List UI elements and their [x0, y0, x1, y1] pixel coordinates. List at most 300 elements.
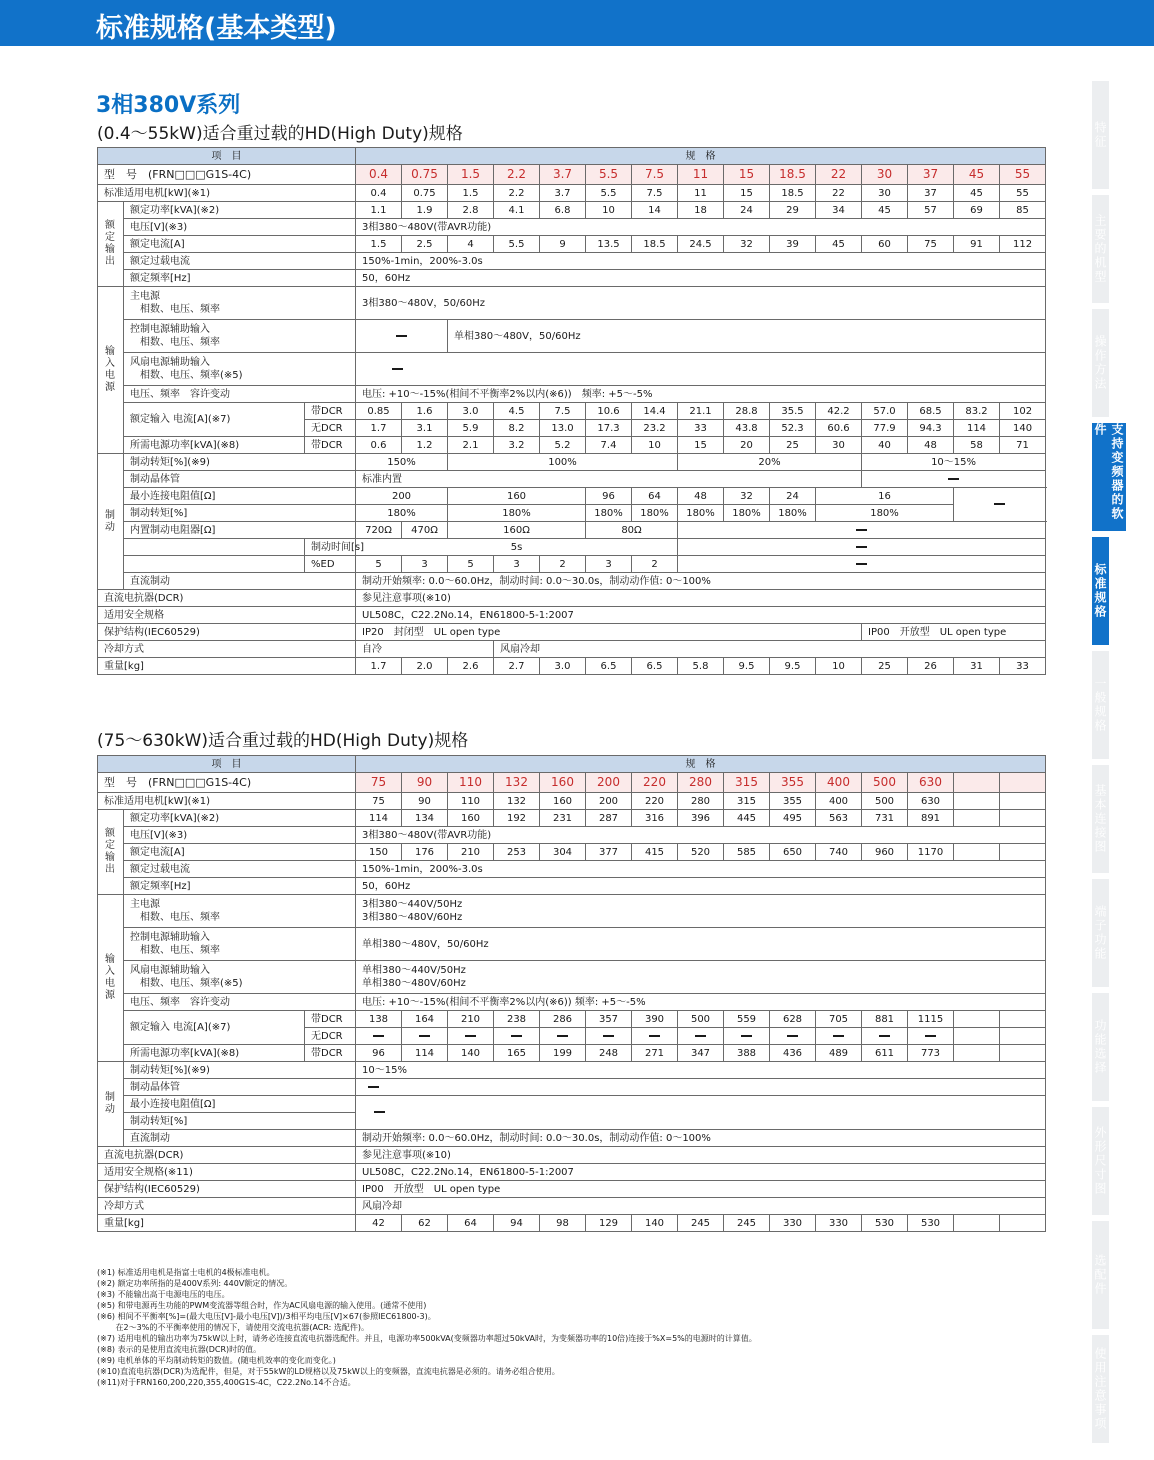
brake-torque2-cell: 180%	[448, 505, 586, 522]
safety-value: UL508C，C22.2No.14，EN61800-5-1:2007	[356, 607, 1046, 624]
dcr-value: 参见注意事项(※10)	[356, 1147, 1046, 1164]
cooling-label: 冷却方式	[98, 1198, 356, 1215]
side-tab[interactable]: 支持变频器的软件	[1092, 423, 1126, 531]
brake-torque2-cell: 180%	[586, 505, 632, 522]
motor-cell: 5.5	[586, 185, 632, 202]
min-res-label: 最小连接电阻值[Ω]	[124, 488, 356, 505]
weight-cell: 129	[586, 1215, 632, 1232]
side-navigation	[1092, 81, 1154, 1449]
capacity-label: 额定功率[kVA](※2)	[124, 202, 356, 219]
dcr-without-label: 无DCR	[305, 1028, 356, 1045]
weight-label: 重量[kg]	[98, 1215, 356, 1232]
current-cell: 112	[1000, 236, 1046, 253]
weight-cell: 33	[1000, 658, 1046, 675]
fan-power-label	[124, 961, 356, 994]
model-cell-empty	[954, 773, 1000, 793]
main-power-label-line1: 主电源	[130, 291, 160, 302]
side-tab[interactable]: 标准规格	[1092, 537, 1109, 645]
required-cell: 96	[356, 1045, 402, 1062]
spec-table-low-power	[97, 147, 1046, 675]
capacity-cell: 160	[448, 810, 494, 827]
empty-cell	[954, 1011, 1000, 1028]
brake-torque-label: 制动转矩[%](※9)	[124, 454, 356, 471]
model-cell-empty	[1000, 773, 1046, 793]
motor-cell: 630	[908, 793, 954, 810]
protect-value-1: IP20 封闭型 UL open type	[356, 624, 862, 641]
required-cell: 489	[816, 1045, 862, 1062]
required-cell: 388	[724, 1045, 770, 1062]
capacity-cell: 14	[632, 202, 678, 219]
model-cell: 15	[724, 165, 770, 185]
current-cell: 13.5	[586, 236, 632, 253]
weight-cell: 1.7	[356, 658, 402, 675]
side-tab[interactable]: 特征	[1092, 81, 1109, 189]
empty-cell	[1000, 1215, 1046, 1232]
fan-power-value	[356, 961, 1046, 994]
motor-cell: 110	[448, 793, 494, 810]
input-without-cell: 23.2	[632, 420, 678, 437]
required-cell: 140	[448, 1045, 494, 1062]
input-with-cell: 21.1	[678, 403, 724, 420]
input-without-dash	[586, 1028, 632, 1045]
current-cell: 9	[540, 236, 586, 253]
variation-label: 电压、频率 容许变动	[124, 386, 356, 403]
model-cell: 30	[862, 165, 908, 185]
model-cell: 400	[816, 773, 862, 793]
brake-group-label: 制动	[98, 1062, 124, 1147]
min-res-cell: 64	[632, 488, 678, 505]
current-cell: 176	[402, 844, 448, 861]
model-cell: 3.7	[540, 165, 586, 185]
main-power-line2: 3相380～480V/60Hz	[362, 912, 463, 923]
capacity-cell: 396	[678, 810, 724, 827]
model-cell: 90	[402, 773, 448, 793]
model-cell: 160	[540, 773, 586, 793]
input-without-dash	[632, 1028, 678, 1045]
model-cell: 0.4	[356, 165, 402, 185]
motor-label: 标准适用电机[kW](※1)	[98, 793, 356, 810]
main-power-line1: 3相380～440V/50Hz	[362, 899, 463, 910]
model-cell: 5.5	[586, 165, 632, 185]
required-cell: 40	[862, 437, 908, 454]
required-cell: 611	[862, 1045, 908, 1062]
capacity-cell: 231	[540, 810, 586, 827]
weight-cell: 3.0	[540, 658, 586, 675]
capacity-cell: 29	[770, 202, 816, 219]
motor-cell: 1.5	[448, 185, 494, 202]
builtin-cell: 720Ω	[356, 522, 402, 539]
model-label: 型 号 (FRN□□□G1S-4C)	[98, 165, 356, 185]
footnote-line: (※3) 不能输出高于电源电压的电压。	[97, 1290, 230, 1299]
ed-cell: 2	[632, 556, 678, 573]
footnote-line: (※8) 表示的是使用直流电抗器(DCR)时的值。	[97, 1345, 262, 1354]
brake-torque-cell: 10～15%	[862, 454, 1046, 471]
model-cell: 630	[908, 773, 954, 793]
main-power-label	[124, 287, 356, 320]
fan-power-label-line2: 相数、电压、频率(※5)	[140, 370, 243, 381]
side-tab[interactable]: 使用注意事项	[1092, 1335, 1109, 1443]
fan-power-label-line1: 风扇电源辅助输入	[130, 357, 210, 368]
required-cell: 25	[770, 437, 816, 454]
model-cell: 220	[632, 773, 678, 793]
model-cell: 315	[724, 773, 770, 793]
brake-torque2-cell: 180%	[678, 505, 724, 522]
motor-cell: 315	[724, 793, 770, 810]
ctrl-power-value: 单相380～480V，50/60Hz	[448, 320, 1046, 353]
motor-cell: 15	[724, 185, 770, 202]
input-with-cell: 1.6	[402, 403, 448, 420]
motor-cell: 0.75	[402, 185, 448, 202]
main-power-label-line2: 相数、电压、频率	[140, 304, 220, 315]
side-tab[interactable]: 基本连接图	[1092, 765, 1109, 873]
weight-cell: 9.5	[724, 658, 770, 675]
model-cell: 500	[862, 773, 908, 793]
capacity-cell: 6.8	[540, 202, 586, 219]
main-power-label	[124, 895, 356, 928]
current-cell: 150	[356, 844, 402, 861]
required-label: 所需电源功率[kVA](※8)	[124, 437, 305, 454]
weight-cell: 2.0	[402, 658, 448, 675]
motor-cell: 160	[540, 793, 586, 810]
input-with-cell: 210	[448, 1011, 494, 1028]
min-res-cell: 96	[586, 488, 632, 505]
dcr-label: 直流电抗器(DCR)	[98, 590, 356, 607]
input-without-cell: 60.6	[816, 420, 862, 437]
capacity-cell: 192	[494, 810, 540, 827]
brake-torque-cell: 150%	[356, 454, 448, 471]
weight-cell: 330	[770, 1215, 816, 1232]
motor-cell: 220	[632, 793, 678, 810]
empty-cell	[1000, 1028, 1046, 1045]
capacity-cell: 1.9	[402, 202, 448, 219]
current-cell: 2.5	[402, 236, 448, 253]
input-with-cell: 559	[724, 1011, 770, 1028]
motor-cell: 355	[770, 793, 816, 810]
motor-cell: 3.7	[540, 185, 586, 202]
weight-cell: 530	[908, 1215, 954, 1232]
weight-cell: 26	[908, 658, 954, 675]
current-cell: 45	[816, 236, 862, 253]
capacity-cell: 114	[356, 810, 402, 827]
capacity-cell: 2.8	[448, 202, 494, 219]
footnote-line: 在2～3%的不平衡率使用的情况下，请使用交流电抗器(ACR: 选配件)。	[97, 1323, 370, 1332]
brake-time-label: 制动时间[s]	[305, 539, 356, 556]
model-cell: 1.5	[448, 165, 494, 185]
brake-time-spacer	[124, 539, 305, 556]
weight-cell: 2.7	[494, 658, 540, 675]
ed-cell: 3	[402, 556, 448, 573]
builtin-cell: 80Ω	[586, 522, 678, 539]
input-with-cell: 628	[770, 1011, 816, 1028]
empty-cell	[954, 1028, 1000, 1045]
required-cell: 15	[678, 437, 724, 454]
side-tab[interactable]: 一般规格	[1092, 651, 1109, 759]
head-item: 项 目	[98, 756, 356, 773]
motor-cell: 280	[678, 793, 724, 810]
weight-cell: 6.5	[586, 658, 632, 675]
voltage-value: 3相380～480V(带AVR功能)	[356, 827, 1046, 844]
weight-cell: 5.8	[678, 658, 724, 675]
ctrl-power-label	[124, 928, 356, 961]
current-cell: 740	[816, 844, 862, 861]
current-cell: 1.5	[356, 236, 402, 253]
side-tab[interactable]: 操作方法	[1092, 309, 1109, 417]
required-cell: 271	[632, 1045, 678, 1062]
weight-cell: 9.5	[770, 658, 816, 675]
transistor-value: 标准内置	[356, 471, 862, 488]
input-with-cell: 238	[494, 1011, 540, 1028]
motor-cell: 7.5	[632, 185, 678, 202]
footnote-line: (※10)直流电抗器(DCR)为选配件，但是，对于55kW的LD规格以及75kW以上的变频器，直流电抗器是必须的。请务必组合使用。	[97, 1367, 560, 1376]
weight-cell: 245	[724, 1215, 770, 1232]
current-cell: 4	[448, 236, 494, 253]
page-header	[0, 0, 1154, 46]
variation-value: 电压: +10～-15%(相间不平衡率2%以内(※6)) 频率: +5～-5%	[356, 994, 1046, 1011]
input-with-cell: 164	[402, 1011, 448, 1028]
series-title: 3相380V系列	[96, 93, 241, 118]
model-label: 型 号 (FRN□□□G1S-4C)	[98, 773, 356, 793]
input-with-cell: 705	[816, 1011, 862, 1028]
input-without-cell: 17.3	[586, 420, 632, 437]
voltage-label: 电压[V](※3)	[124, 827, 356, 844]
motor-label: 标准适用电机[kW](※1)	[98, 185, 356, 202]
weight-cell: 245	[678, 1215, 724, 1232]
current-cell: 18.5	[632, 236, 678, 253]
protect-label: 保护结构(IEC60529)	[98, 1181, 356, 1198]
input-current-label: 额定输入 电流[A](※7)	[124, 403, 305, 437]
current-cell: 253	[494, 844, 540, 861]
fan-power-label	[124, 353, 356, 386]
model-cell: 0.75	[402, 165, 448, 185]
dcr-without-label: 无DCR	[305, 420, 356, 437]
motor-cell: 55	[1000, 185, 1046, 202]
side-tab[interactable]: 功能选择	[1092, 993, 1109, 1101]
current-cell: 585	[724, 844, 770, 861]
required-cell: 5.2	[540, 437, 586, 454]
brake-torque2-cell: 180%	[632, 505, 678, 522]
spec-table-high-power	[97, 755, 1046, 1232]
capacity-cell: 18	[678, 202, 724, 219]
ed-cell: 2	[540, 556, 586, 573]
input-with-cell: 42.2	[816, 403, 862, 420]
required-cell: 436	[770, 1045, 816, 1062]
cooling-value: 风扇冷却	[356, 1198, 1046, 1215]
footnote-line: (※6) 相间不平衡率[%]=(最大电压[V]-最小电压[V])/3相平均电压[V]×67(参照IEC61800-3)。	[97, 1312, 436, 1321]
model-cell: 200	[586, 773, 632, 793]
brake-time-dash	[678, 539, 1046, 556]
model-cell: 75	[356, 773, 402, 793]
input-with-cell: 500	[678, 1011, 724, 1028]
side-tab[interactable]: 端子功能	[1092, 879, 1109, 987]
input-without-dash	[356, 1028, 402, 1045]
current-cell: 39	[770, 236, 816, 253]
transistor-value	[356, 1079, 1046, 1096]
current-cell: 520	[678, 844, 724, 861]
page-title: 标准规格(基本类型)	[96, 13, 337, 44]
builtin-dash	[678, 522, 1046, 539]
min-res-cell: 48	[678, 488, 724, 505]
model-cell: 22	[816, 165, 862, 185]
capacity-cell: 45	[862, 202, 908, 219]
transistor-label: 制动晶体管	[124, 1079, 356, 1096]
empty-cell	[954, 810, 1000, 827]
current-cell: 1170	[908, 844, 954, 861]
model-cell: 280	[678, 773, 724, 793]
overload-value: 150%-1min，200%-3.0s	[356, 253, 1046, 270]
main-power-value	[356, 895, 1046, 928]
weight-cell: 98	[540, 1215, 586, 1232]
model-cell: 45	[954, 165, 1000, 185]
ed-cell: 5	[356, 556, 402, 573]
input-with-cell: 14.4	[632, 403, 678, 420]
capacity-cell: 69	[954, 202, 1000, 219]
cooling-value-1: 自冷	[356, 641, 494, 658]
side-tab[interactable]: 主要的机型	[1092, 195, 1109, 303]
current-cell: 24.5	[678, 236, 724, 253]
required-cell: 773	[908, 1045, 954, 1062]
head-spec: 规 格	[356, 148, 1046, 165]
current-cell: 304	[540, 844, 586, 861]
builtin-cell: 470Ω	[402, 522, 448, 539]
current-cell: 60	[862, 236, 908, 253]
safety-value: UL508C，C22.2No.14，EN61800-5-1:2007	[356, 1164, 1046, 1181]
current-cell: 377	[586, 844, 632, 861]
model-cell: 355	[770, 773, 816, 793]
input-group-label: 输入电源	[98, 287, 124, 454]
weight-cell: 42	[356, 1215, 402, 1232]
input-without-cell: 52.3	[770, 420, 816, 437]
input-without-dash	[402, 1028, 448, 1045]
side-tab[interactable]: 外形尺寸图	[1092, 1107, 1109, 1215]
capacity-cell: 287	[586, 810, 632, 827]
model-row	[98, 773, 1046, 793]
empty-cell	[954, 844, 1000, 861]
ed-spacer	[124, 556, 305, 573]
motor-cell: 30	[862, 185, 908, 202]
input-without-dash	[908, 1028, 954, 1045]
capacity-cell: 57	[908, 202, 954, 219]
weight-label: 重量[kg]	[98, 658, 356, 675]
required-dcr-label: 带DCR	[305, 437, 356, 454]
transistor-dash	[862, 471, 1046, 488]
side-tab[interactable]: 选配件	[1092, 1221, 1109, 1329]
required-cell: 1.2	[402, 437, 448, 454]
weight-cell: 62	[402, 1215, 448, 1232]
model-cell: 110	[448, 773, 494, 793]
ctrl-power-dash	[356, 320, 448, 353]
brake-torque2-cell: 180%	[770, 505, 816, 522]
min-res-dash	[356, 1096, 1046, 1130]
brake-torque-cell: 100%	[448, 454, 678, 471]
min-res-label: 最小连接电阻值[Ω]	[124, 1096, 356, 1113]
brake-torque-label: 制动转矩[%](※9)	[124, 1062, 356, 1079]
dc-brake-label: 直流制动	[124, 573, 356, 590]
motor-cell: 500	[862, 793, 908, 810]
weight-cell: 140	[632, 1215, 678, 1232]
builtin-cell: 160Ω	[448, 522, 586, 539]
main-power-value: 3相380～480V，50/60Hz	[356, 287, 1046, 320]
required-cell: 347	[678, 1045, 724, 1062]
input-with-cell: 286	[540, 1011, 586, 1028]
head-spec: 规 格	[356, 756, 1046, 773]
model-cell: 55	[1000, 165, 1046, 185]
brake-torque2-cell: 180%	[356, 505, 448, 522]
input-with-cell: 1115	[908, 1011, 954, 1028]
motor-cell: 200	[586, 793, 632, 810]
min-res-cell: 24	[770, 488, 816, 505]
capacity-cell: 445	[724, 810, 770, 827]
protect-value-2: IP00 开放型 UL open type	[862, 624, 1046, 641]
current-cell: 960	[862, 844, 908, 861]
capacity-cell: 891	[908, 810, 954, 827]
input-without-cell: 77.9	[862, 420, 908, 437]
ctrl-power-label-line1: 控制电源辅助输入	[130, 932, 210, 943]
freq-value: 50，60Hz	[356, 270, 1046, 287]
weight-cell: 94	[494, 1215, 540, 1232]
footnote-line: (※5) 和带电源再生功能的PWM变流器等组合时，作为AC风扇电源的输入使用。(通常不使用)	[97, 1301, 427, 1310]
input-with-cell: 102	[1000, 403, 1046, 420]
empty-cell	[954, 1215, 1000, 1232]
required-cell: 10	[632, 437, 678, 454]
section1-subtitle: (0.4～55kW)适合重过载的HD(High Duty)规格	[97, 124, 463, 144]
ctrl-power-label-line2: 相数、电压、频率	[140, 337, 220, 348]
current-cell: 5.5	[494, 236, 540, 253]
input-without-cell: 5.9	[448, 420, 494, 437]
motor-cell: 400	[816, 793, 862, 810]
required-cell: 248	[586, 1045, 632, 1062]
required-cell: 199	[540, 1045, 586, 1062]
footnote-line: (※9) 电机单体的平均制动转矩的数值。(随电机效率的变化而变化。)	[97, 1356, 336, 1365]
main-power-label-line1: 主电源	[130, 899, 160, 910]
variation-value: 电压: +10～-15%(相间不平衡率2%以内(※6)) 频率: +5～-5%	[356, 386, 1046, 403]
motor-cell: 75	[356, 793, 402, 810]
capacity-cell: 34	[816, 202, 862, 219]
dcr-with-label: 带DCR	[305, 1011, 356, 1028]
transistor-label: 制动晶体管	[124, 471, 356, 488]
ed-cell: 3	[494, 556, 540, 573]
weight-cell: 25	[862, 658, 908, 675]
min-res-cell: 160	[448, 488, 586, 505]
brake-torque2-cell: 180%	[816, 505, 954, 522]
input-without-dash	[448, 1028, 494, 1045]
ed-cell: 3	[586, 556, 632, 573]
required-cell: 0.6	[356, 437, 402, 454]
min-res-cell: 16	[816, 488, 954, 505]
current-cell: 75	[908, 236, 954, 253]
input-without-dash	[678, 1028, 724, 1045]
input-without-cell: 43.8	[724, 420, 770, 437]
input-group-label: 输入电源	[98, 895, 124, 1062]
input-without-dash	[494, 1028, 540, 1045]
required-cell: 165	[494, 1045, 540, 1062]
motor-cell: 0.4	[356, 185, 402, 202]
min-res-cell: 200	[356, 488, 448, 505]
required-cell: 7.4	[586, 437, 632, 454]
current-label: 额定电流[A]	[124, 236, 356, 253]
weight-cell: 64	[448, 1215, 494, 1232]
brake-torque-cell: 20%	[678, 454, 862, 471]
model-row	[98, 165, 1046, 185]
motor-row	[98, 185, 1046, 202]
protect-label: 保护结构(IEC60529)	[98, 624, 356, 641]
input-with-cell: 10.6	[586, 403, 632, 420]
required-cell: 71	[1000, 437, 1046, 454]
footnotes	[97, 1267, 757, 1388]
motor-cell: 18.5	[770, 185, 816, 202]
empty-cell	[1000, 844, 1046, 861]
input-without-dash	[770, 1028, 816, 1045]
ed-dash	[678, 556, 1046, 573]
